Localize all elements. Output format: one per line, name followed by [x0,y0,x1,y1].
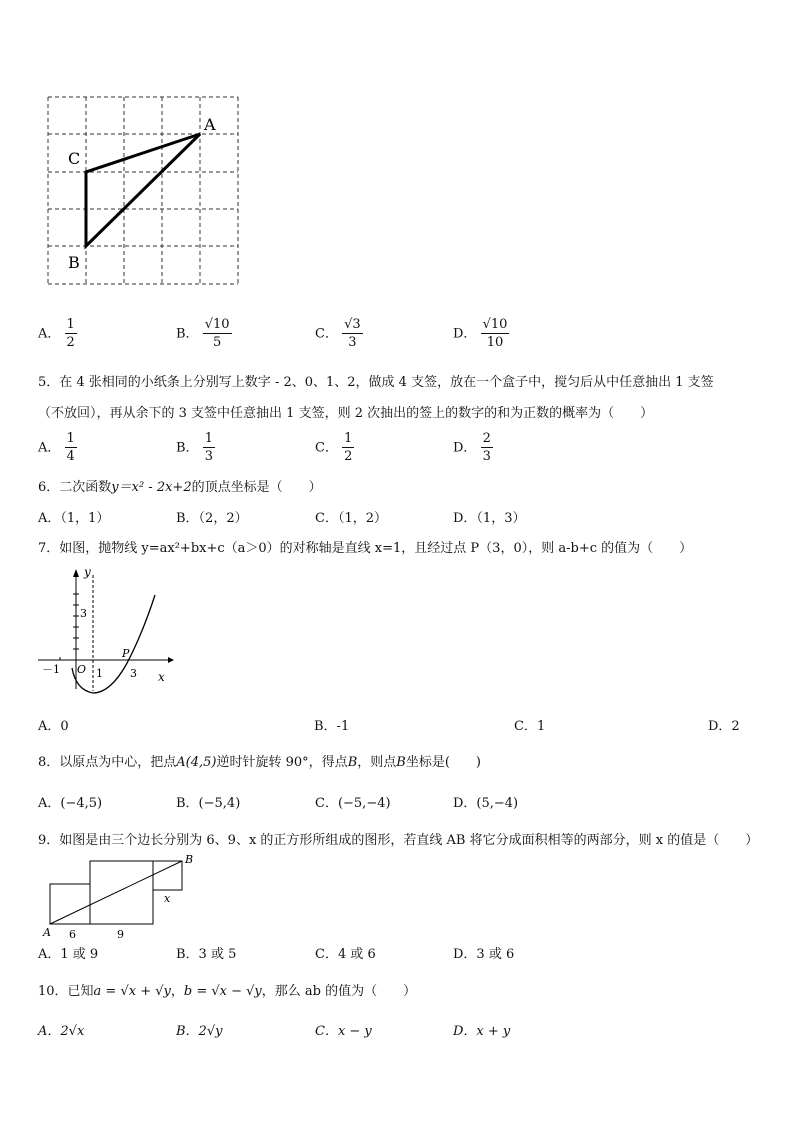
q8-text: 8．以原点为中心，把点A(4,5)逆时针旋转 90°，得点B，则点B坐标是( ) [38,755,481,770]
q6-text: 6．二次函数y＝x² - 2x+2的顶点坐标是（ ） [38,480,322,495]
q9-option-c[interactable]: C．4 或 6 [315,947,376,962]
q10-b-expr: b = √x − √y [183,984,262,999]
label-a: A [204,115,216,134]
q10-option-c[interactable]: C．x − y [315,1024,372,1039]
q8-option-d[interactable]: D．(5,−4) [453,796,519,811]
label-neg1: －1 [42,663,60,676]
q7-option-a[interactable]: A．0 [38,719,69,734]
q8-option-a[interactable]: A．(−4,5) [38,796,103,811]
label-p: P [122,647,130,660]
q7-parabola-graph [34,565,184,695]
label-a: A [43,926,51,939]
q10-option-a[interactable]: A．2√x [38,1024,85,1039]
q8-option-b[interactable]: B．(−5,4) [176,796,241,811]
q4-option-b[interactable]: B． $\frac{√10}{5}$ [176,317,230,350]
q4-option-a[interactable]: A． $\frac{1}{2}$ [38,317,75,350]
label-origin: O [77,663,87,676]
label-3-y: 3 [80,607,87,620]
label-9: 9 [117,928,124,941]
q10-option-d[interactable]: D．x + y [453,1024,511,1039]
square-x [153,861,182,890]
q8-option-c[interactable]: C．(−5,−4) [315,796,391,811]
label-6: 6 [69,928,76,941]
q6-option-a[interactable]: A．（1，1） [38,511,110,526]
q4-option-d[interactable]: D． $\frac{√10}{10}$ [453,317,508,350]
label-x: x [164,892,171,905]
q9-option-a[interactable]: A．1 或 9 [38,947,99,962]
q4-option-c[interactable]: C． $\frac{√3}{3}$ [315,317,361,350]
q10-text: 10．已知a = √x + √y，b = √x − √y，那么 ab 的值为（ ） [38,984,417,999]
q6-option-b[interactable]: B．（2，2） [176,511,248,526]
q9-option-b[interactable]: B．3 或 5 [176,947,237,962]
q5-option-d[interactable]: D． $\frac{2}{3}$ [453,431,491,464]
q10-option-b[interactable]: B．2√y [176,1024,223,1039]
q10-a-expr: a = √x + √y [93,984,171,999]
q5-option-a[interactable]: A． $\frac{1}{4}$ [38,431,75,464]
q9-squares-figure [34,852,204,942]
label-1-x: 1 [96,667,103,680]
q9-text: 9．如图是由三个边长分别为 6、9、x 的正方形所组成的图形，若直线 AB 将它分成面积相等的两部分，则 x 的值是（ ） [38,833,759,848]
q4-grid-figure [30,88,260,288]
label-b: B [68,253,80,272]
q9-option-d[interactable]: D．3 或 6 [453,947,515,962]
label-y: y [84,565,91,579]
label-b: B [185,853,194,866]
q5-option-c[interactable]: C． $\frac{1}{2}$ [315,431,353,464]
label-3-x: 3 [130,667,137,680]
q5-option-b[interactable]: B． $\frac{1}{3}$ [176,431,213,464]
q7-text: 7．如图，抛物线 y=ax²+bx+c（a＞0）的对称轴是直线 x=1，且经过点 P（3，0），则 a-b+c 的值为（ ） [38,541,693,556]
square-6 [50,884,90,924]
line-ab [50,861,182,924]
q5-text-line1: 5．在 4 张相同的小纸条上分别写上数字 - 2、0、1、2，做成 4 支签，放在一个盒子中，搅匀后从中任意抽出 1 支签 [38,375,714,390]
q7-option-c[interactable]: C．1 [514,719,546,734]
label-c: C [68,149,81,168]
q6-option-d[interactable]: D．（1，3） [453,511,526,526]
q6-option-c[interactable]: C．（1，2） [315,511,387,526]
square-9 [90,861,153,924]
q7-option-b[interactable]: B．-1 [314,719,350,734]
q6-formula: y＝x² - 2x+2 [111,480,192,495]
triangle-abc [86,134,200,246]
q7-option-d[interactable]: D．2 [708,719,740,734]
q5-text-line2: （不放回），再从余下的 3 支签中任意抽出 1 支签，则 2 次抽出的签上的数字的和为正数的概率为（ ） [38,406,654,421]
label-x: x [158,670,165,684]
